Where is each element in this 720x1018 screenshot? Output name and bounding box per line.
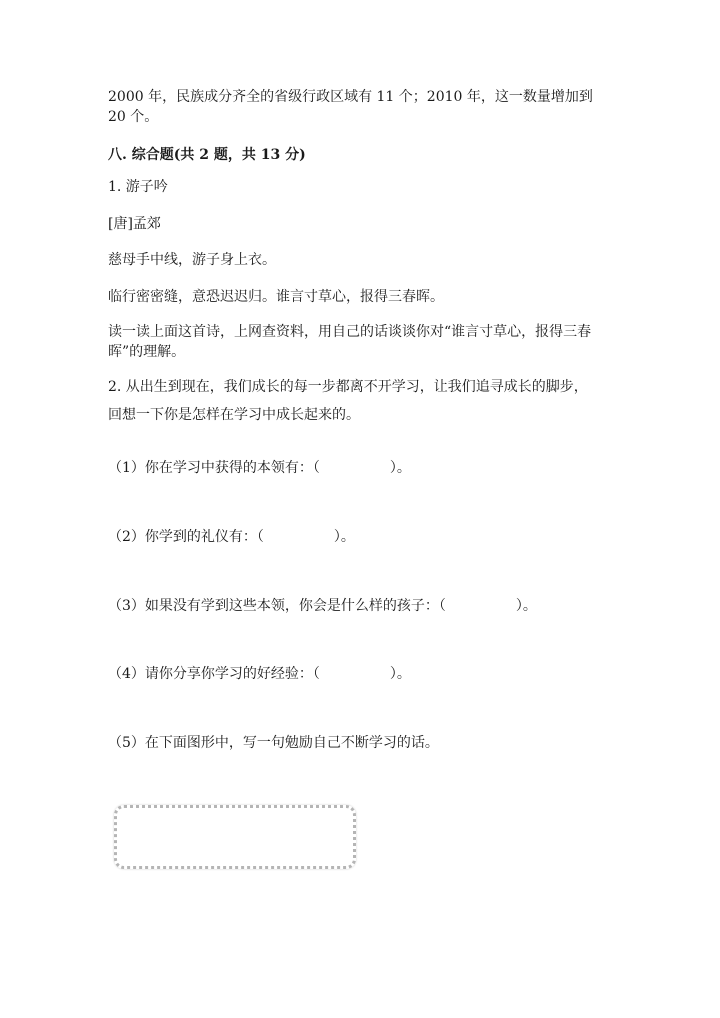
q2-intro-line-2: 回想一下你是怎样在学习中成长起来的。 <box>108 407 360 423</box>
poem-line-1: 慈母手中线，游子身上衣。 <box>108 252 276 268</box>
poem-author: [唐]孟郊 <box>108 216 161 232</box>
q2-sub-3: （3）如果没有学到这些本领，你会是什么样的孩子：（ ）。 <box>108 598 537 614</box>
poem-line-2: 临行密密缝，意恐迟迟归。谁言寸草心，报得三春晖。 <box>108 289 444 305</box>
q2-sub-5: （5）在下面图形中，写一句勉励自己不断学习的话。 <box>108 735 439 751</box>
section-title: 八. 综合题(共 2 题，共 13 分) <box>108 147 306 163</box>
q1-task: 读一读上面这首诗，上网查资料，用自己的话谈谈你对“谁言寸草心，报得三春晖”的理解。 <box>108 324 592 360</box>
intro-paragraph: 2000 年，民族成分齐全的省级行政区域有 11 个；2010 年，这一数量增加到 20 个。 <box>108 89 593 125</box>
q2-intro-line-1: 2. 从出生到现在，我们成长的每一步都离不开学习，让我们追寻成长的脚步， <box>108 379 588 395</box>
q1-title: 1. 游子吟 <box>108 179 168 195</box>
q2-sub-2: （2）你学到的礼仪有：（ ）。 <box>108 529 355 545</box>
q2-sub-4: （4）请你分享你学习的好经验：（ ）。 <box>108 666 411 682</box>
answer-frame[interactable] <box>114 805 356 869</box>
q2-sub-1: （1）你在学习中获得的本领有：（ ）。 <box>108 460 411 476</box>
